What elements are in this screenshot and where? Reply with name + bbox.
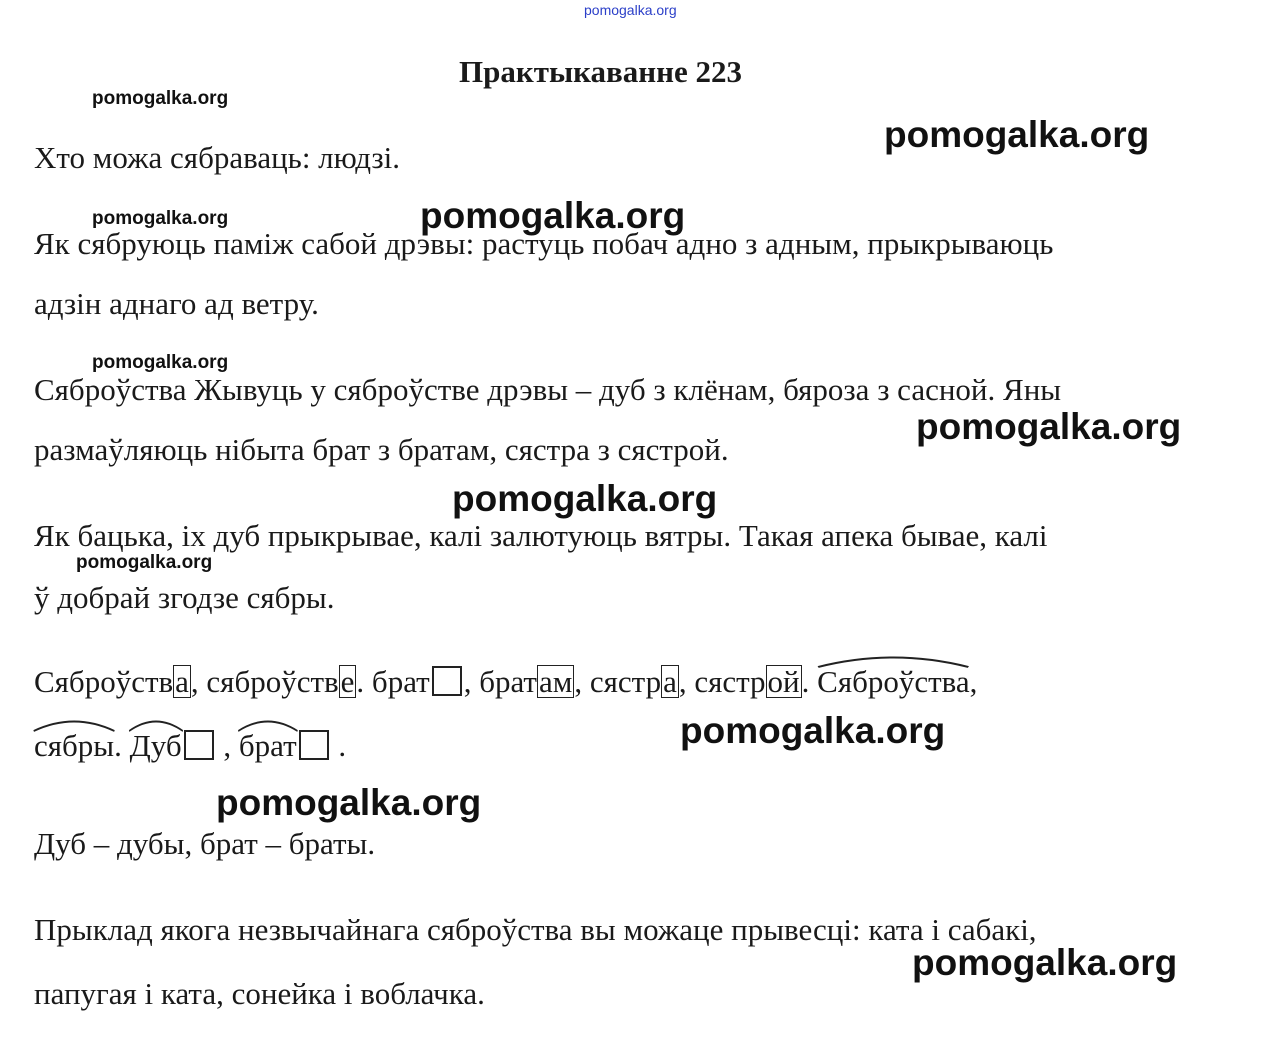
answer-example-line-2: папугая і ката, сонейка і воблачка. — [34, 976, 485, 1011]
answer-trees-line-1: Як сябруюць паміж сабой дрэвы: растуць побач адно з адным, прыкрываюць — [34, 226, 1054, 261]
root-arc-icon — [32, 718, 116, 732]
zero-ending-box — [184, 730, 214, 760]
word-stem: сястр — [694, 664, 766, 699]
watermark-big-4: pomogalka.org — [452, 478, 718, 519]
watermark-big-2: pomogalka.org — [420, 195, 686, 236]
ending-box: ой — [767, 664, 800, 699]
root-marked-word: Дуб — [130, 728, 182, 764]
word-analysis-line-2: сябры. Дуб , брат . — [34, 728, 346, 764]
root-marked-word: Сяброўства — [817, 664, 970, 700]
page-title: Практыкаванне 223 — [459, 54, 743, 89]
zero-ending-box — [432, 666, 462, 696]
watermark-big-5: pomogalka.org — [680, 710, 946, 751]
text-father-line-1: Як бацька, іх дуб прыкрывае, калі залютуюць вятры. Такая апека бывае, калі — [34, 518, 1048, 553]
word-analysis-line-1: Сяброўства, сяброўстве. брат , братам, сястра, сястрой. Сяброўства, — [34, 664, 977, 700]
text-father-line-2: ў добрай згодзе сябры. — [34, 580, 335, 615]
answer-who-can-be-friends: Хто можа сябраваць: людзі. — [34, 140, 400, 175]
word-stem: брат — [479, 664, 537, 699]
text-friendship-line-2: размаўляюць нібыта брат з братам, сястра з сястрой. — [34, 432, 729, 467]
ending-box: а — [663, 664, 677, 699]
watermark-top: pomogalka.org — [584, 2, 677, 18]
ending-box: а — [175, 664, 189, 699]
root-marked-word: сябры — [34, 728, 114, 764]
word-stem: брат — [371, 664, 430, 699]
word-stem: Сяброўств — [34, 664, 174, 699]
root-arc-icon — [128, 718, 184, 732]
watermark-small-4: pomogalka.org — [76, 552, 213, 573]
root-arc-icon — [815, 654, 972, 668]
watermark-small-1: pomogalka.org — [92, 88, 229, 109]
root-marked-word: брат — [239, 728, 297, 764]
ending-box: ам — [538, 664, 573, 699]
text-friendship-line-1: Сяброўства Жывуць у сяброўстве дрэвы – дуб з клёнам, бяроза з сасной. Яны — [34, 372, 1062, 407]
watermark-big-3: pomogalka.org — [916, 406, 1182, 447]
word-stem: сястр — [589, 664, 662, 699]
answer-trees-line-2: адзін аднаго ад ветру. — [34, 286, 319, 321]
watermark-big-1: pomogalka.org — [884, 114, 1150, 155]
root-arc-icon — [237, 718, 299, 732]
watermark-big-7: pomogalka.org — [912, 942, 1178, 983]
watermark-big-6: pomogalka.org — [216, 782, 482, 823]
watermark-small-2: pomogalka.org — [92, 208, 229, 229]
answer-example-line-1: Прыклад якога незвычайнага сяброўства вы можаце прывесці: ката і сабакі, — [34, 912, 1037, 947]
zero-ending-box — [299, 730, 329, 760]
watermark-small-3: pomogalka.org — [92, 352, 229, 373]
word-stem: сяброўств — [206, 664, 339, 699]
text-plural-forms: Дуб – дубы, брат – браты. — [34, 826, 376, 861]
ending-box: е — [340, 664, 355, 699]
